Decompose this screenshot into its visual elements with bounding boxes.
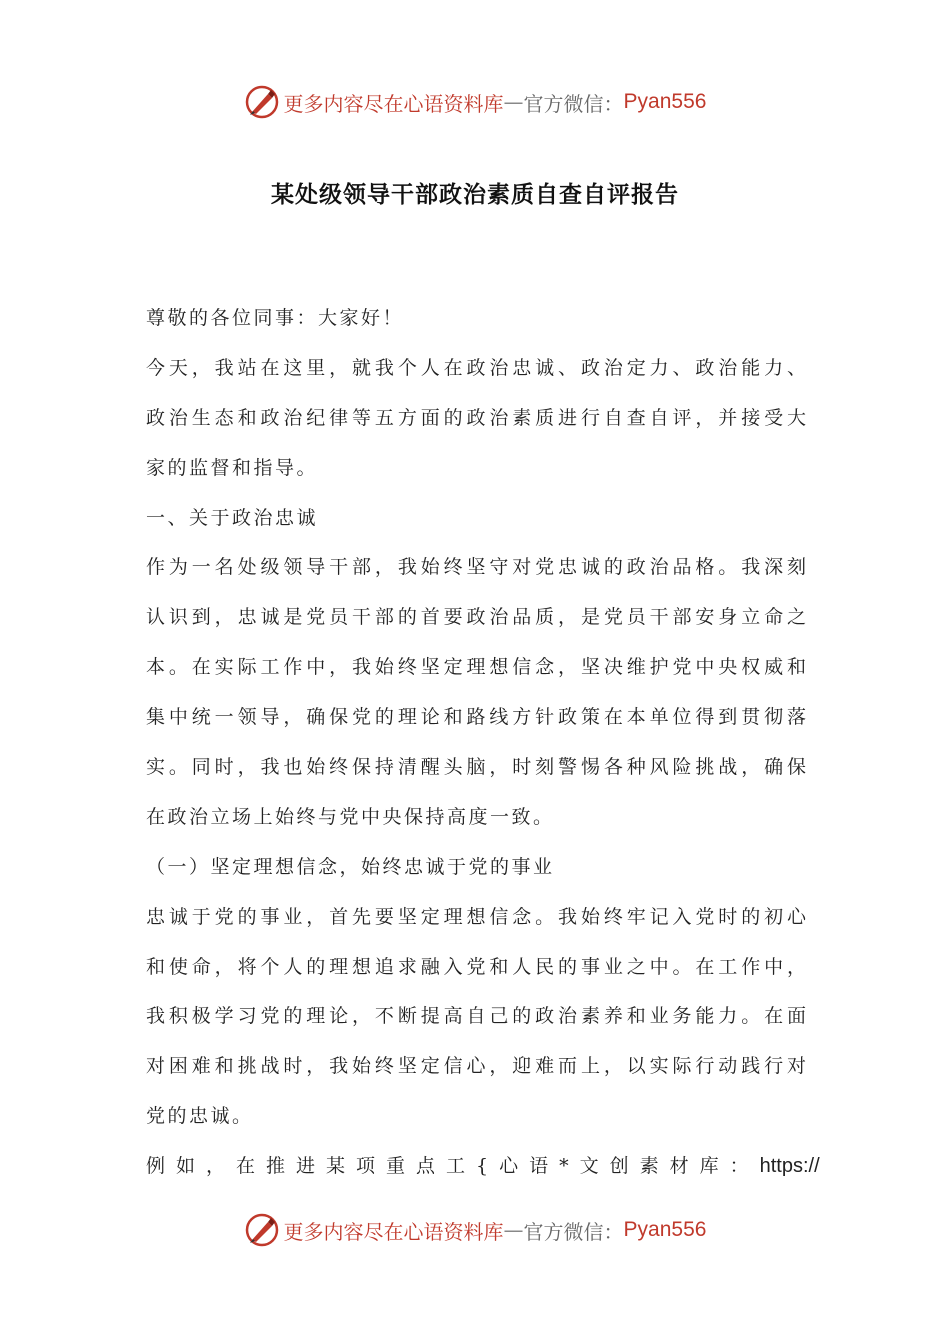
- paragraph-line: 尊敬的各位同事：大家好！: [146, 307, 405, 329]
- paragraph-line: 作为一名处级领导干部，我始终坚守对党忠诚的政治品格。我深刻: [146, 556, 806, 579]
- paragraph-line: 对困难和挑战时，我始终坚定信心，迎难而上，以实际行动践行对: [146, 1055, 806, 1078]
- pen-logo-icon: [244, 1212, 280, 1248]
- watermark-wechat-label: 官方微信：: [523, 91, 624, 116]
- paragraph-line: 党的忠诚。: [146, 1105, 254, 1128]
- paragraph-line-with-link: [146, 1142, 820, 1192]
- paragraph-line: 政治生态和政治纪律等五方面的政治素质进行自查自评，并接受大: [146, 406, 806, 429]
- watermark-wechat-label: 官方微信：: [523, 1219, 624, 1244]
- watermark-dash: —: [503, 90, 524, 114]
- url-text: https://: [759, 1155, 820, 1178]
- section-heading: 一、关于政治忠诚: [146, 506, 319, 529]
- document-title: 某处级领导干部政治素质自查自评报告: [271, 182, 679, 208]
- document-body: [146, 294, 820, 1192]
- watermark-site-text: 更多内容尽在心语资料库: [283, 91, 504, 116]
- paragraph-line: 实。同时，我也始终保持清醒头脑，时刻警惕各种风险挑战，确保: [146, 756, 806, 779]
- watermark-site-text: 更多内容尽在心语资料库: [283, 1219, 504, 1244]
- paragraph-line: 本。在实际工作中，我始终坚定理想信念，坚决维护党中央权威和: [146, 656, 806, 679]
- pen-logo-icon: [244, 84, 280, 120]
- paragraph-line: 和使命，将个人的理想追求融入党和人民的事业之中。在工作中，: [146, 955, 806, 978]
- header-watermark: [0, 80, 950, 124]
- paragraph-line: 认识到，忠诚是党员干部的首要政治品质，是党员干部安身立命之: [146, 606, 806, 629]
- footer-watermark: [0, 1208, 950, 1252]
- watermark-wechat-id: Pyan556: [623, 1218, 707, 1241]
- watermark-dash: —: [503, 1218, 524, 1242]
- subsection-heading: （一）坚定理想信念，始终忠诚于党的事业: [146, 855, 555, 878]
- paragraph-line-text: 例如，在推进某项重点工{心语*文创素材库：: [146, 1155, 760, 1178]
- paragraph-line: 在政治立场上始终与党中央保持高度一致。: [146, 805, 555, 828]
- paragraph-line: 忠诚于党的事业，首先要坚定理想信念。我始终牢记入党时的初心: [146, 905, 806, 928]
- paragraph-line: 我积极学习党的理论，不断提高自己的政治素养和业务能力。在面: [146, 1005, 806, 1028]
- paragraph-line: 家的监督和指导。: [146, 456, 319, 479]
- watermark-wechat-id: Pyan556: [623, 90, 707, 113]
- paragraph-line: 集中统一领导，确保党的理论和路线方针政策在本单位得到贯彻落: [146, 706, 806, 729]
- paragraph-line: 今天，我站在这里，就我个人在政治忠诚、政治定力、政治能力、: [146, 356, 806, 379]
